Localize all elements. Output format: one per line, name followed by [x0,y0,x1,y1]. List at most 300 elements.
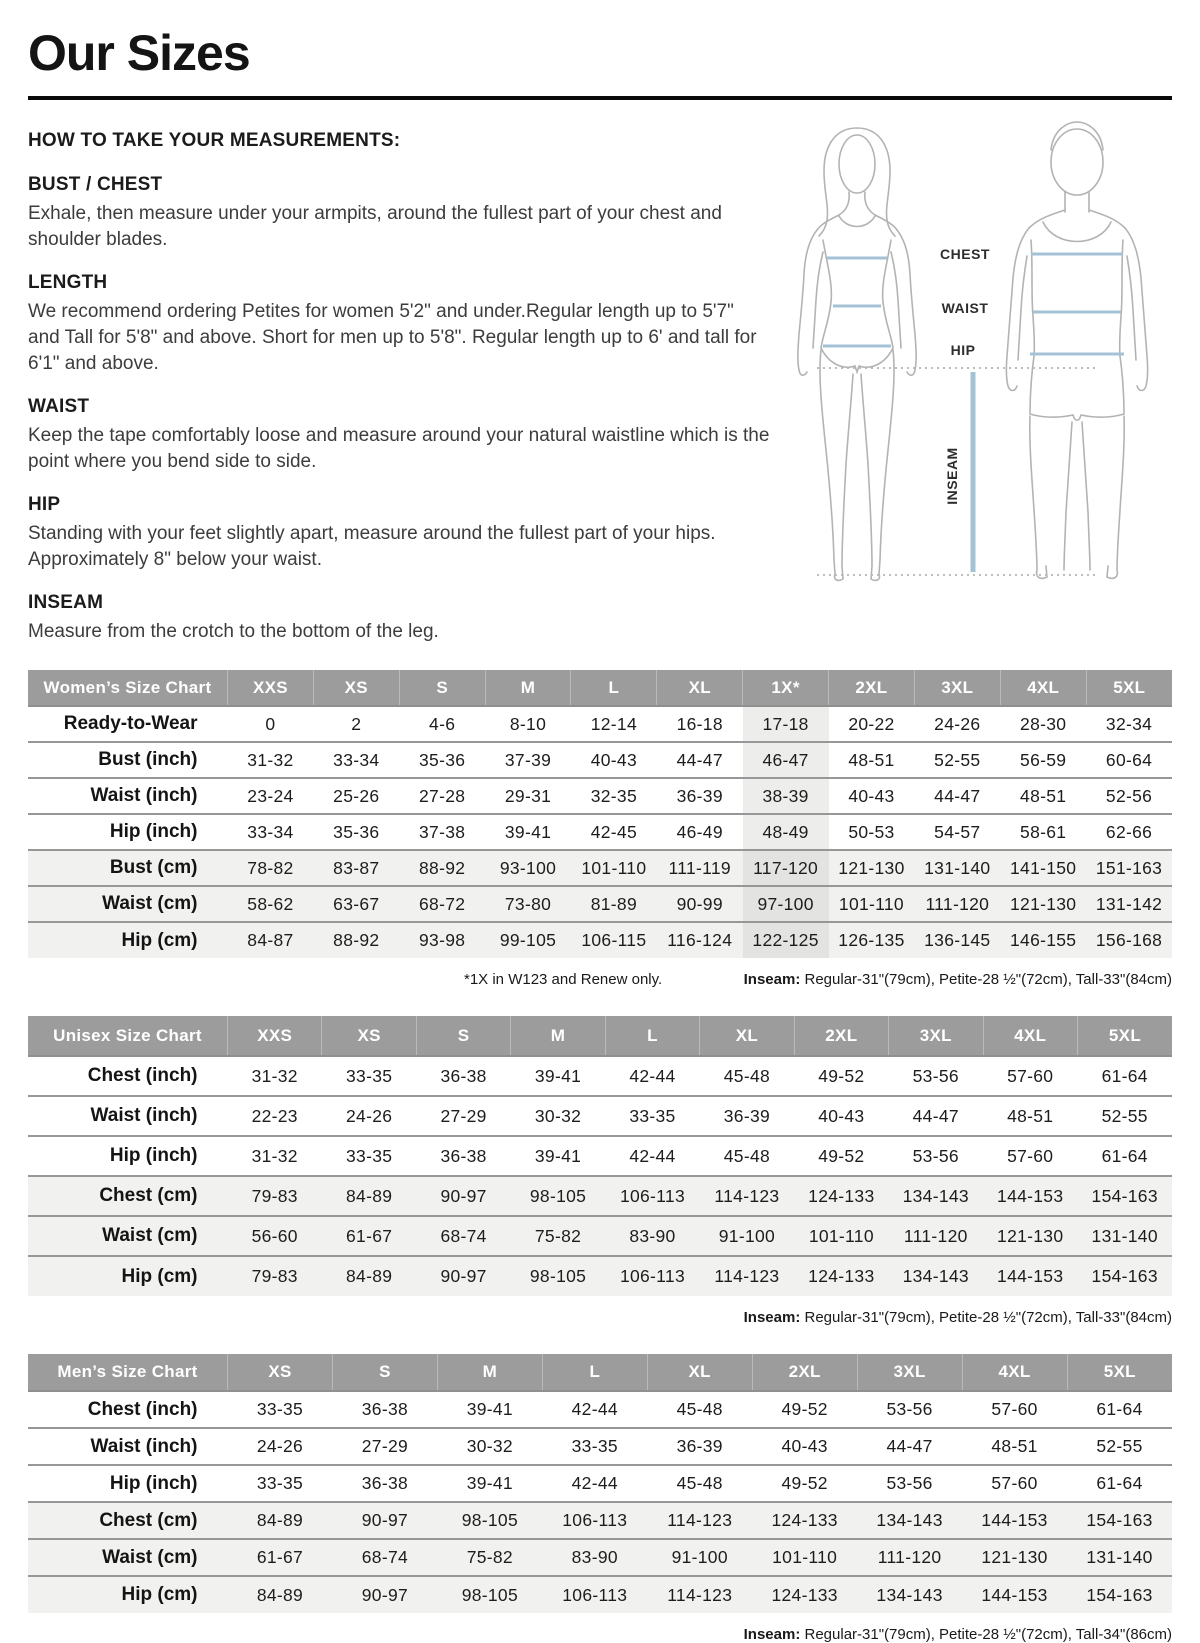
table-cell: 73-80 [504,893,552,914]
table-cell: 45-48 [676,1473,723,1493]
table-cell: 134-143 [876,1584,943,1605]
table-title: Women’s Size Chart [28,670,228,706]
table-cell: 45-48 [676,1399,723,1419]
table-cell: 114-123 [667,1510,733,1530]
table-cell: 48-51 [848,749,895,770]
table-cell: 99-105 [499,930,557,950]
table-cell: 44-47 [912,1105,959,1126]
header-row [28,1354,1172,1391]
table-row [28,1502,1172,1539]
table-cell: 97-100 [743,886,829,922]
section-title: INSEAM [28,592,104,613]
table-row [28,1096,1172,1136]
table-cell: 56-60 [251,1225,298,1246]
table-cell: 122-125 [743,922,829,958]
table-cell: 37-39 [504,749,552,770]
footnote-inseam [744,971,1172,988]
table-cell: 121-130 [838,857,905,878]
table-row [28,1391,1172,1428]
table-cell: 36-39 [676,1436,723,1456]
column-header: 5XL [1086,670,1172,706]
row-label: Hip (inch) [109,1472,198,1494]
table-cell: 154-163 [1086,1510,1153,1530]
table-cell: 98-105 [529,1266,587,1286]
table-cell: 126-135 [838,930,905,950]
table-cell: 124-133 [808,1185,875,1206]
table-cell: 44-47 [934,785,981,806]
size-charts [28,670,1172,1643]
row-label: Chest (inch) [87,1065,198,1086]
table-row [28,922,1172,958]
table-cell: 52-55 [934,749,981,770]
table-cell: 40-43 [781,1436,828,1456]
section-body: Measure from the crotch to the bottom of the leg. [28,621,439,642]
table-cell: 60-64 [1105,749,1153,770]
table-cell: 37-38 [419,821,466,842]
table-cell: 84-89 [346,1185,393,1206]
table-cell: 61-64 [1096,1473,1143,1493]
footnote-inseam-label: Inseam: [743,971,801,988]
table-cell: 40-43 [590,749,637,770]
section-body: Exhale, then measure under your armpits, around the fullest part of your chest and shoulder blades. [28,203,722,250]
womens-footnotes [28,971,1172,988]
table-cell: 58-62 [247,893,294,914]
table-row [28,1539,1172,1576]
table-cell: 75-82 [534,1225,582,1246]
table-cell: 131-140 [1086,1547,1153,1567]
table-cell: 58-61 [1020,821,1067,842]
column-header: S [399,670,485,706]
table-cell: 117-120 [743,850,829,886]
section-inseam [28,592,770,645]
table-cell: 33-35 [629,1105,676,1126]
table-cell: 121-130 [997,1225,1064,1246]
table-cell: 124-133 [771,1584,838,1605]
row-label: Bust (cm) [109,857,198,878]
column-header: XS [313,670,399,706]
table-cell: 84-89 [346,1266,393,1286]
table-cell: 30-32 [534,1105,582,1126]
table-cell: 68-72 [419,893,466,914]
table-cell: 48-51 [991,1436,1038,1456]
table-cell: 151-163 [1095,857,1163,878]
table-cell: 36-38 [440,1065,487,1086]
row-label: Waist (inch) [90,785,198,806]
row-label: Hip (inch) [109,1145,198,1166]
table-cell: 83-87 [333,857,380,878]
table-cell: 131-140 [924,857,991,878]
column-header: S [416,1016,510,1056]
table-cell: 106-113 [562,1584,628,1605]
table-cell: 134-143 [902,1266,969,1286]
table-cell: 2 [351,713,362,734]
table-cell: 48-49 [743,814,829,850]
row-label: Waist (cm) [102,1546,198,1568]
table-cell: 39-41 [466,1473,513,1493]
table-cell: 88-92 [419,857,466,878]
table-cell: 90-97 [361,1510,409,1530]
column-header: 4XL [1000,670,1086,706]
footnote-inseam-text: Regular-31"(79cm), Petite-28 ½"(72cm), Tall-33"(84cm) [800,1309,1172,1326]
table-cell: 45-48 [723,1065,771,1086]
table-cell: 33-35 [346,1065,393,1086]
column-header: 4XL [962,1354,1067,1391]
table-cell: 98-105 [461,1584,518,1605]
table-cell: 106-113 [619,1266,685,1286]
table-cell: 24-26 [346,1105,393,1126]
table-cell: 111-120 [877,1547,942,1567]
table-cell: 36-38 [361,1399,409,1419]
column-header: XL [647,1354,752,1391]
table-cell: 154-163 [1086,1584,1153,1605]
table-cell: 53-56 [912,1065,959,1086]
table-cell: 33-34 [247,821,294,842]
table-cell: 75-82 [466,1547,513,1567]
table-row [28,742,1172,778]
table-cell: 68-74 [361,1547,409,1567]
section-body: Keep the tape comfortably loose and measure around your natural waistline which is the point where you bend side to side. [28,425,770,472]
table-cell: 0 [265,713,276,734]
table-row [28,850,1172,886]
female-figure-outline [798,128,916,580]
table-cell: 84-87 [247,930,294,950]
size-table [28,670,1172,958]
table-cell: 38-39 [743,778,829,814]
table-row [28,1176,1172,1216]
footnote-inseam-text: Regular-31"(79cm), Petite-28 ½"(72cm), Tall-34"(86cm) [800,1626,1172,1643]
table-cell: 27-29 [440,1105,487,1126]
table-cell: 36-38 [361,1473,409,1493]
table-cell: 39-41 [504,821,552,842]
table-cell: 40-43 [848,785,895,806]
table-cell: 33-35 [346,1145,393,1166]
table-cell: 42-44 [571,1399,618,1419]
column-header: 2XL [794,1016,888,1056]
table-cell: 53-56 [912,1145,959,1166]
table-cell: 36-38 [440,1145,487,1166]
size-table [28,1354,1172,1613]
table-cell: 27-29 [361,1436,409,1456]
column-header: 3XL [914,670,1000,706]
table-cell: 144-153 [997,1185,1064,1206]
male-figure-outline [1006,122,1147,578]
table-cell: 111-119 [668,857,731,878]
table-cell: 98-105 [529,1185,587,1206]
column-header: XS [322,1016,416,1056]
table-cell: 63-67 [333,893,380,914]
table-cell: 61-64 [1096,1399,1143,1419]
table-cell: 83-90 [629,1225,676,1246]
column-header: XL [657,670,743,706]
table-cell: 29-31 [504,785,552,806]
row-label: Ready-to-Wear [63,713,198,734]
column-header: S [332,1354,437,1391]
table-cell: 53-56 [886,1473,933,1493]
table-cell: 48-51 [1020,785,1067,806]
table-cell: 49-52 [781,1399,828,1419]
table-cell: 49-52 [818,1065,865,1086]
table-cell: 24-26 [256,1436,304,1456]
table-cell: 81-89 [590,893,637,914]
table-row [28,706,1172,742]
size-table [28,1016,1172,1296]
section-title: WAIST [28,396,90,417]
table-row [28,886,1172,922]
hip-label: HIP [950,342,976,358]
table-cell: 156-168 [1095,930,1163,950]
figure-diagram-svg [777,116,1172,588]
header-row [28,1016,1172,1056]
table-cell: 61-64 [1101,1145,1148,1166]
size-guide-page [0,24,1200,1643]
row-label: Bust (inch) [98,749,198,770]
column-header: L [542,1354,647,1391]
table-cell: 39-41 [466,1399,513,1419]
table-cell: 16-18 [676,713,723,734]
table-cell: 84-89 [256,1510,304,1530]
table-cell: 17-18 [743,706,829,742]
table-cell: 116-124 [667,930,733,950]
table-cell: 33-35 [571,1436,618,1456]
table-cell: 121-130 [1010,893,1077,914]
footnote-inseam-label: Inseam: [743,1626,801,1643]
column-header: L [605,1016,699,1056]
table-row [28,1576,1172,1613]
table-cell: 79-83 [251,1266,298,1286]
footnote-inseam-text: Regular-31"(79cm), Petite-28 ½"(72cm), Tall-33"(84cm) [800,971,1172,988]
table-cell: 101-110 [581,857,647,878]
table-cell: 12-14 [590,713,637,734]
column-header: 2XL [752,1354,857,1391]
table-cell: 33-35 [256,1473,304,1493]
table-cell: 35-36 [419,749,466,770]
table-cell: 146-155 [1010,930,1077,950]
table-cell: 46-47 [743,742,829,778]
table-cell: 98-105 [461,1510,518,1530]
table-cell: 42-45 [590,821,637,842]
column-header: 5XL [1077,1016,1172,1056]
table-cell: 136-145 [924,930,991,950]
table-cell: 144-153 [997,1266,1064,1286]
table-cell: 44-47 [676,749,723,770]
row-label: Chest (inch) [87,1398,198,1420]
table-cell: 31-32 [247,749,294,770]
table-cell: 52-55 [1101,1105,1148,1126]
section-title: HIP [28,494,61,515]
table-cell: 32-35 [590,785,637,806]
footnote-inseam-label: Inseam: [743,1309,801,1326]
table-cell: 90-97 [440,1266,487,1286]
footnote-inseam [744,1626,1172,1643]
table-cell: 30-32 [466,1436,513,1456]
measurement-guide-section [28,130,1172,664]
table-cell: 27-28 [419,785,466,806]
table-cell: 57-60 [991,1473,1038,1493]
row-label: Chest (cm) [99,1509,198,1531]
table-cell: 106-113 [562,1510,628,1530]
table-cell: 52-55 [1096,1436,1143,1456]
table-cell: 57-60 [991,1399,1038,1419]
section-waist [28,396,770,475]
table-cell: 88-92 [333,930,380,950]
column-header: XXS [228,670,314,706]
table-cell: 49-52 [781,1473,828,1493]
table-cell: 141-150 [1010,857,1077,878]
column-header: XL [700,1016,794,1056]
table-cell: 106-113 [619,1185,685,1206]
page-title: Our Sizes [28,25,250,81]
table-cell: 32-34 [1105,713,1153,734]
table-cell: 84-89 [256,1584,304,1605]
chest-label: CHEST [940,246,990,262]
table-cell: 62-66 [1105,821,1153,842]
table-cell: 144-153 [981,1510,1048,1530]
table-cell: 111-120 [903,1225,968,1246]
table-row [28,1256,1172,1296]
table-cell: 36-39 [676,785,723,806]
table-row [28,1056,1172,1096]
column-header: M [437,1354,542,1391]
table-cell: 42-44 [629,1065,676,1086]
table-cell: 54-57 [934,821,981,842]
table-cell: 40-43 [818,1105,865,1126]
section-length [28,272,770,377]
title-divider [28,96,1172,100]
table-cell: 23-24 [247,785,294,806]
table-cell: 101-110 [772,1547,838,1567]
column-header: XXS [228,1016,322,1056]
table-cell: 57-60 [1007,1065,1054,1086]
footnote-1x-note: *1X in W123 and Renew only. [464,971,663,988]
instructions-heading: HOW TO TAKE YOUR MEASUREMENTS: [28,130,401,151]
column-header: 4XL [983,1016,1077,1056]
table-cell: 31-32 [251,1065,298,1086]
footnote-inseam [744,1309,1172,1326]
section-hip [28,494,770,573]
header-row [28,670,1172,706]
table-cell: 20-22 [848,713,895,734]
table-cell: 154-163 [1091,1185,1158,1206]
table-cell: 134-143 [876,1510,943,1530]
table-cell: 57-60 [1007,1145,1054,1166]
table-cell: 121-130 [981,1547,1048,1567]
table-cell: 61-67 [256,1547,304,1567]
table-title: Men’s Size Chart [28,1354,228,1391]
table-cell: 52-56 [1105,785,1153,806]
unisex-footnotes [28,1309,1172,1326]
section-body: Standing with your feet slightly apart, measure around the fullest part of your hips. Approximately 8" below your waist. [28,523,716,570]
table-row [28,778,1172,814]
table-cell: 33-34 [333,749,380,770]
table-cell: 45-48 [723,1145,771,1166]
table-cell: 83-90 [571,1547,618,1567]
table-cell: 114-123 [714,1185,780,1206]
table-cell: 36-39 [723,1105,771,1126]
table-cell: 42-44 [571,1473,618,1493]
table-cell: 114-123 [667,1584,733,1605]
table-cell: 101-110 [808,1225,874,1246]
table-cell: 134-143 [902,1185,969,1206]
table-cell: 33-35 [256,1399,304,1419]
unisex-size-chart [28,1016,1172,1296]
table-cell: 124-133 [808,1266,875,1286]
table-cell: 39-41 [534,1065,582,1086]
table-cell: 90-97 [440,1185,487,1206]
row-label: Waist (cm) [102,893,198,914]
table-row [28,1136,1172,1176]
table-cell: 78-82 [247,857,294,878]
table-cell: 50-53 [848,821,895,842]
table-cell: 31-32 [251,1145,298,1166]
table-cell: 49-52 [818,1145,865,1166]
section-body: We recommend ordering Petites for women 5'2" and under.Regular length up to 5'7" and Tall for 5'8" and above. Short for men up to 5'8". Regular length up to 6' and tall for 6'1" and above. [28,301,757,374]
table-cell: 42-44 [629,1145,676,1166]
table-cell: 101-110 [838,893,904,914]
section-bust-chest [28,174,770,253]
table-cell: 124-133 [771,1510,838,1530]
column-header: 2XL [829,670,915,706]
table-cell: 90-97 [361,1584,409,1605]
inseam-label: INSEAM [944,447,960,505]
table-cell: 91-100 [671,1547,728,1567]
table-cell: 106-115 [581,930,647,950]
table-cell: 61-64 [1101,1065,1148,1086]
table-cell: 24-26 [934,713,981,734]
table-cell: 111-120 [925,893,990,914]
table-cell: 25-26 [333,785,380,806]
table-cell: 79-83 [251,1185,298,1206]
table-cell: 68-74 [440,1225,487,1246]
column-header: 3XL [889,1016,983,1056]
row-label: Hip (cm) [121,929,198,951]
waist-label: WAIST [941,300,989,316]
table-row [28,814,1172,850]
table-cell: 131-142 [1095,893,1163,914]
table-title: Unisex Size Chart [28,1016,228,1056]
table-row [28,1428,1172,1465]
table-cell: 53-56 [886,1399,933,1419]
column-header: M [485,670,571,706]
table-cell: 93-100 [499,857,557,878]
table-cell: 114-123 [714,1266,780,1286]
table-cell: 131-140 [1091,1225,1158,1246]
table-cell: 93-98 [419,930,466,950]
row-label: Hip (cm) [121,1265,198,1287]
row-label: Waist (inch) [90,1105,198,1126]
column-header: 3XL [857,1354,962,1391]
section-title: BUST / CHEST [28,174,163,195]
measurement-instructions [28,130,770,664]
table-cell: 154-163 [1091,1266,1158,1286]
table-cell: 28-30 [1020,713,1067,734]
row-label: Waist (inch) [90,1435,198,1457]
table-cell: 4-6 [429,713,456,734]
mens-size-chart [28,1354,1172,1613]
table-cell: 48-51 [1007,1105,1054,1126]
table-cell: 90-99 [676,893,723,914]
table-cell: 61-67 [346,1225,393,1246]
table-cell: 8-10 [509,713,547,734]
column-header: XS [228,1354,333,1391]
column-header: M [511,1016,605,1056]
table-cell: 56-59 [1020,749,1067,770]
table-cell: 46-49 [676,821,723,842]
table-cell: 144-153 [981,1584,1048,1605]
table-cell: 39-41 [534,1145,582,1166]
row-label: Hip (cm) [121,1584,198,1605]
table-cell: 91-100 [718,1225,776,1246]
table-cell: 22-23 [251,1105,298,1126]
